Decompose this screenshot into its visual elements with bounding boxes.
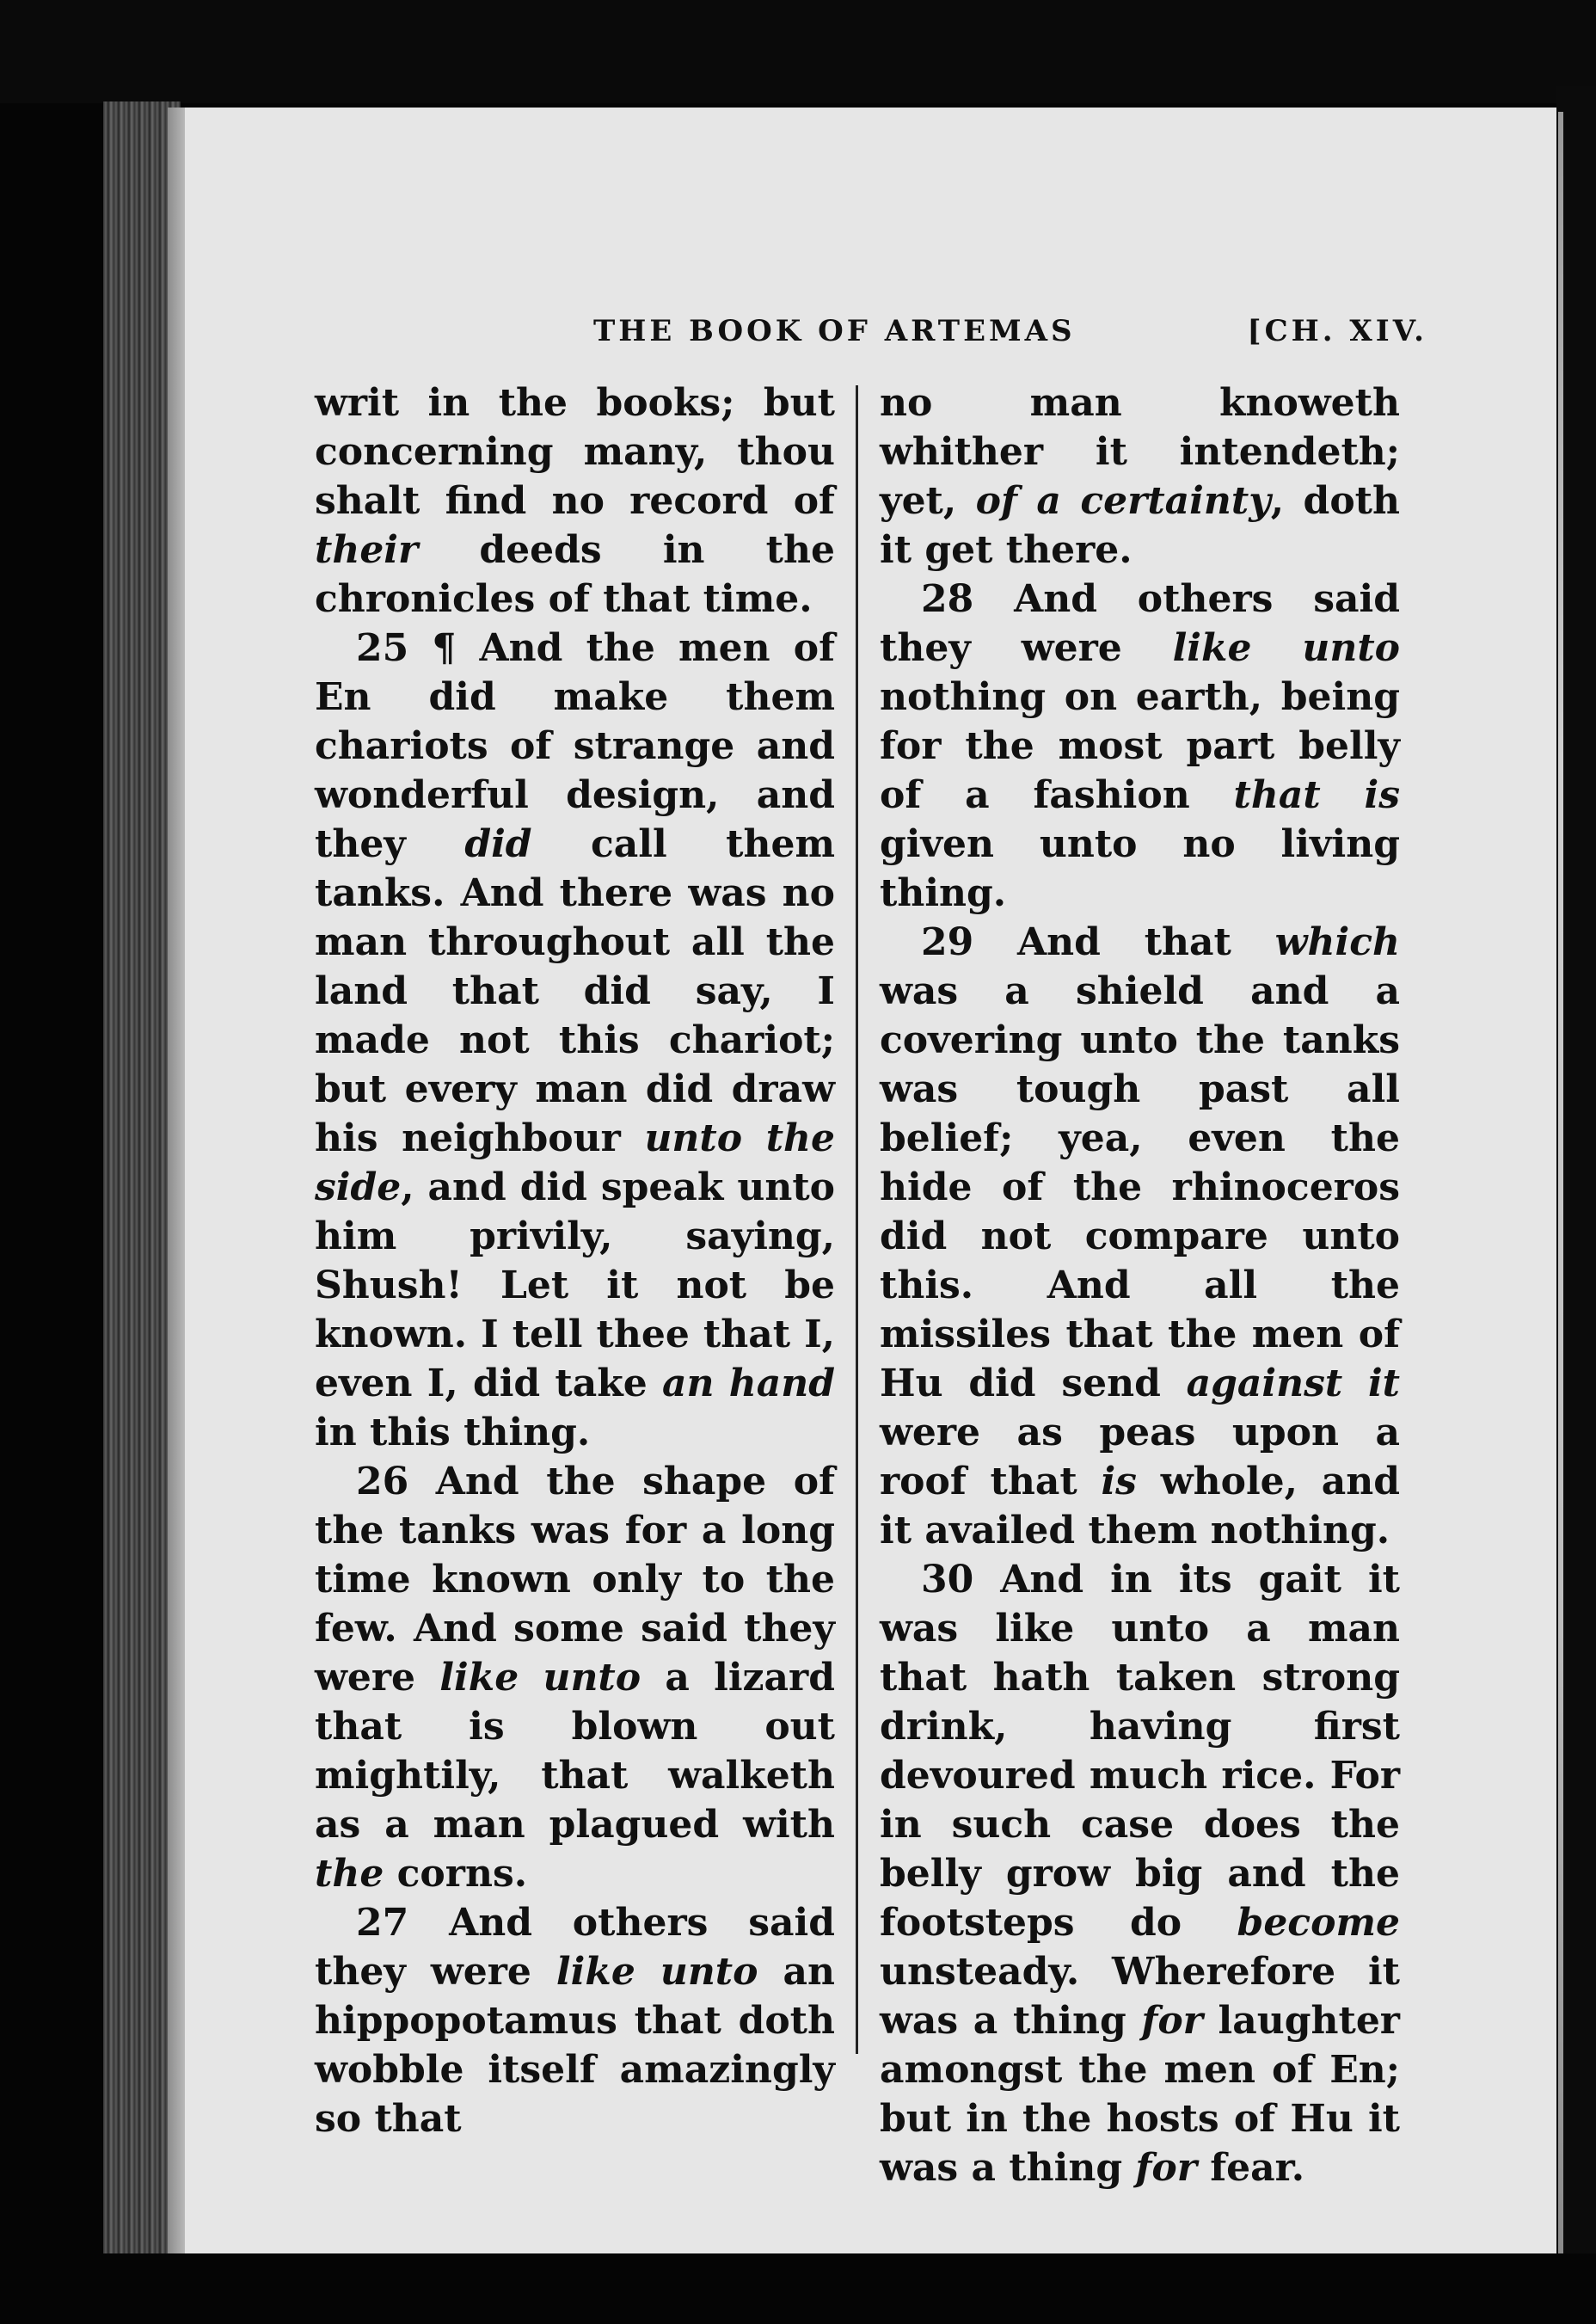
right-column [880,378,1400,2192]
text-run: no man knoweth whither it intendeth; yet, [880,381,1400,523]
paragraph-continued [315,378,835,624]
italic-run: did [464,822,532,866]
text-run: was a shield and a covering unto the tanks was tough past all belief; yea, even the hide of the rhinoceros did not compare unto this. And all the missiles that the men of Hu did send [880,969,1400,1405]
text-run: writ in the books; but concerning many, thou shalt find no record of [315,381,835,523]
italic-run: against it [1186,1362,1400,1405]
text-run: an hippopotamus that doth wobble itself amazingly so that [315,1950,835,2141]
italic-run: an hand [662,1362,836,1405]
text-run: nothing on earth, being for the most part belly of a fashion [880,675,1400,817]
italic-run: like unto [1172,626,1400,670]
left-column [315,378,835,2143]
text-run: 28 And others said they were [880,577,1400,670]
verse-29 [880,918,1400,1555]
right-page-edge [1558,112,1563,2262]
text-run: laughter amongst the men of En; but in the hosts of Hu it was a thing [880,1999,1400,2190]
italic-run: like unto [556,1950,758,1994]
column-rule [856,385,858,2054]
text-run: deeds in the chronicles of that time. [315,528,835,621]
italic-run: for [1135,2146,1197,2190]
text-run: corns. [384,1852,528,1896]
running-head [318,314,1427,366]
chapter-marker: [CH. XIV. [1247,314,1427,348]
italic-run: their [315,528,419,572]
scan-bottom-border [0,2253,1596,2324]
text-run: whole, and it availed them nothing. [880,1460,1400,1552]
italic-run: is [1101,1460,1137,1503]
book-title: THE BOOK OF ARTEMAS [593,314,1076,348]
verse-30 [880,1555,1400,2192]
italic-run: unto the side [315,1116,836,1209]
paragraph-continued [880,378,1400,575]
text-run: 25 ¶ And the men of En did make them chariots of strange and wonderful design, and they [315,626,835,866]
verse-26 [315,1457,835,1898]
text-run: 26 And the shape of the tanks was for a long time known only to the few. And some said they were [315,1460,835,1700]
italic-run: become [1237,1901,1400,1945]
text-run: fear. [1196,2146,1305,2190]
italic-run: for [1141,1999,1203,2043]
italic-run: that is [1233,773,1400,817]
italic-run: of a certainty [975,479,1271,523]
text-run: in this thing. [315,1411,591,1454]
italic-run: which [1274,920,1400,964]
text-run: were as peas upon a roof that [880,1411,1400,1503]
text-run: call them tanks. And there was no man throughout all the land that did say, I made not this chariot; but every man did draw his neighbour [315,822,836,1160]
text-run: 30 And in its gait it was like unto a man that hath taken strong drink, having first devoured much rice. For in such case does the belly grow big and the footsteps do [880,1558,1400,1945]
text-run: , and did speak unto him privily, saying, Shush! Let it not be known. I tell thee that I, even I, did take [315,1165,835,1405]
text-run: 29 And that [921,920,1275,964]
text-run: unsteady. Wherefore it was a thing [880,1950,1400,2043]
text-run: a lizard that is blown out mightily, that walketh as a man plagued with [315,1656,835,1847]
verse-27 [315,1898,835,2143]
text-run: given unto no living thing. [880,822,1400,915]
verse-28 [880,575,1400,918]
italic-run: like unto [439,1656,641,1700]
text-run: 27 And others said they were [315,1901,835,1994]
italic-run: the [315,1852,384,1896]
scan-top-border [0,0,1596,103]
verse-25 [315,624,835,1457]
text-run: , doth it get there. [880,479,1400,572]
